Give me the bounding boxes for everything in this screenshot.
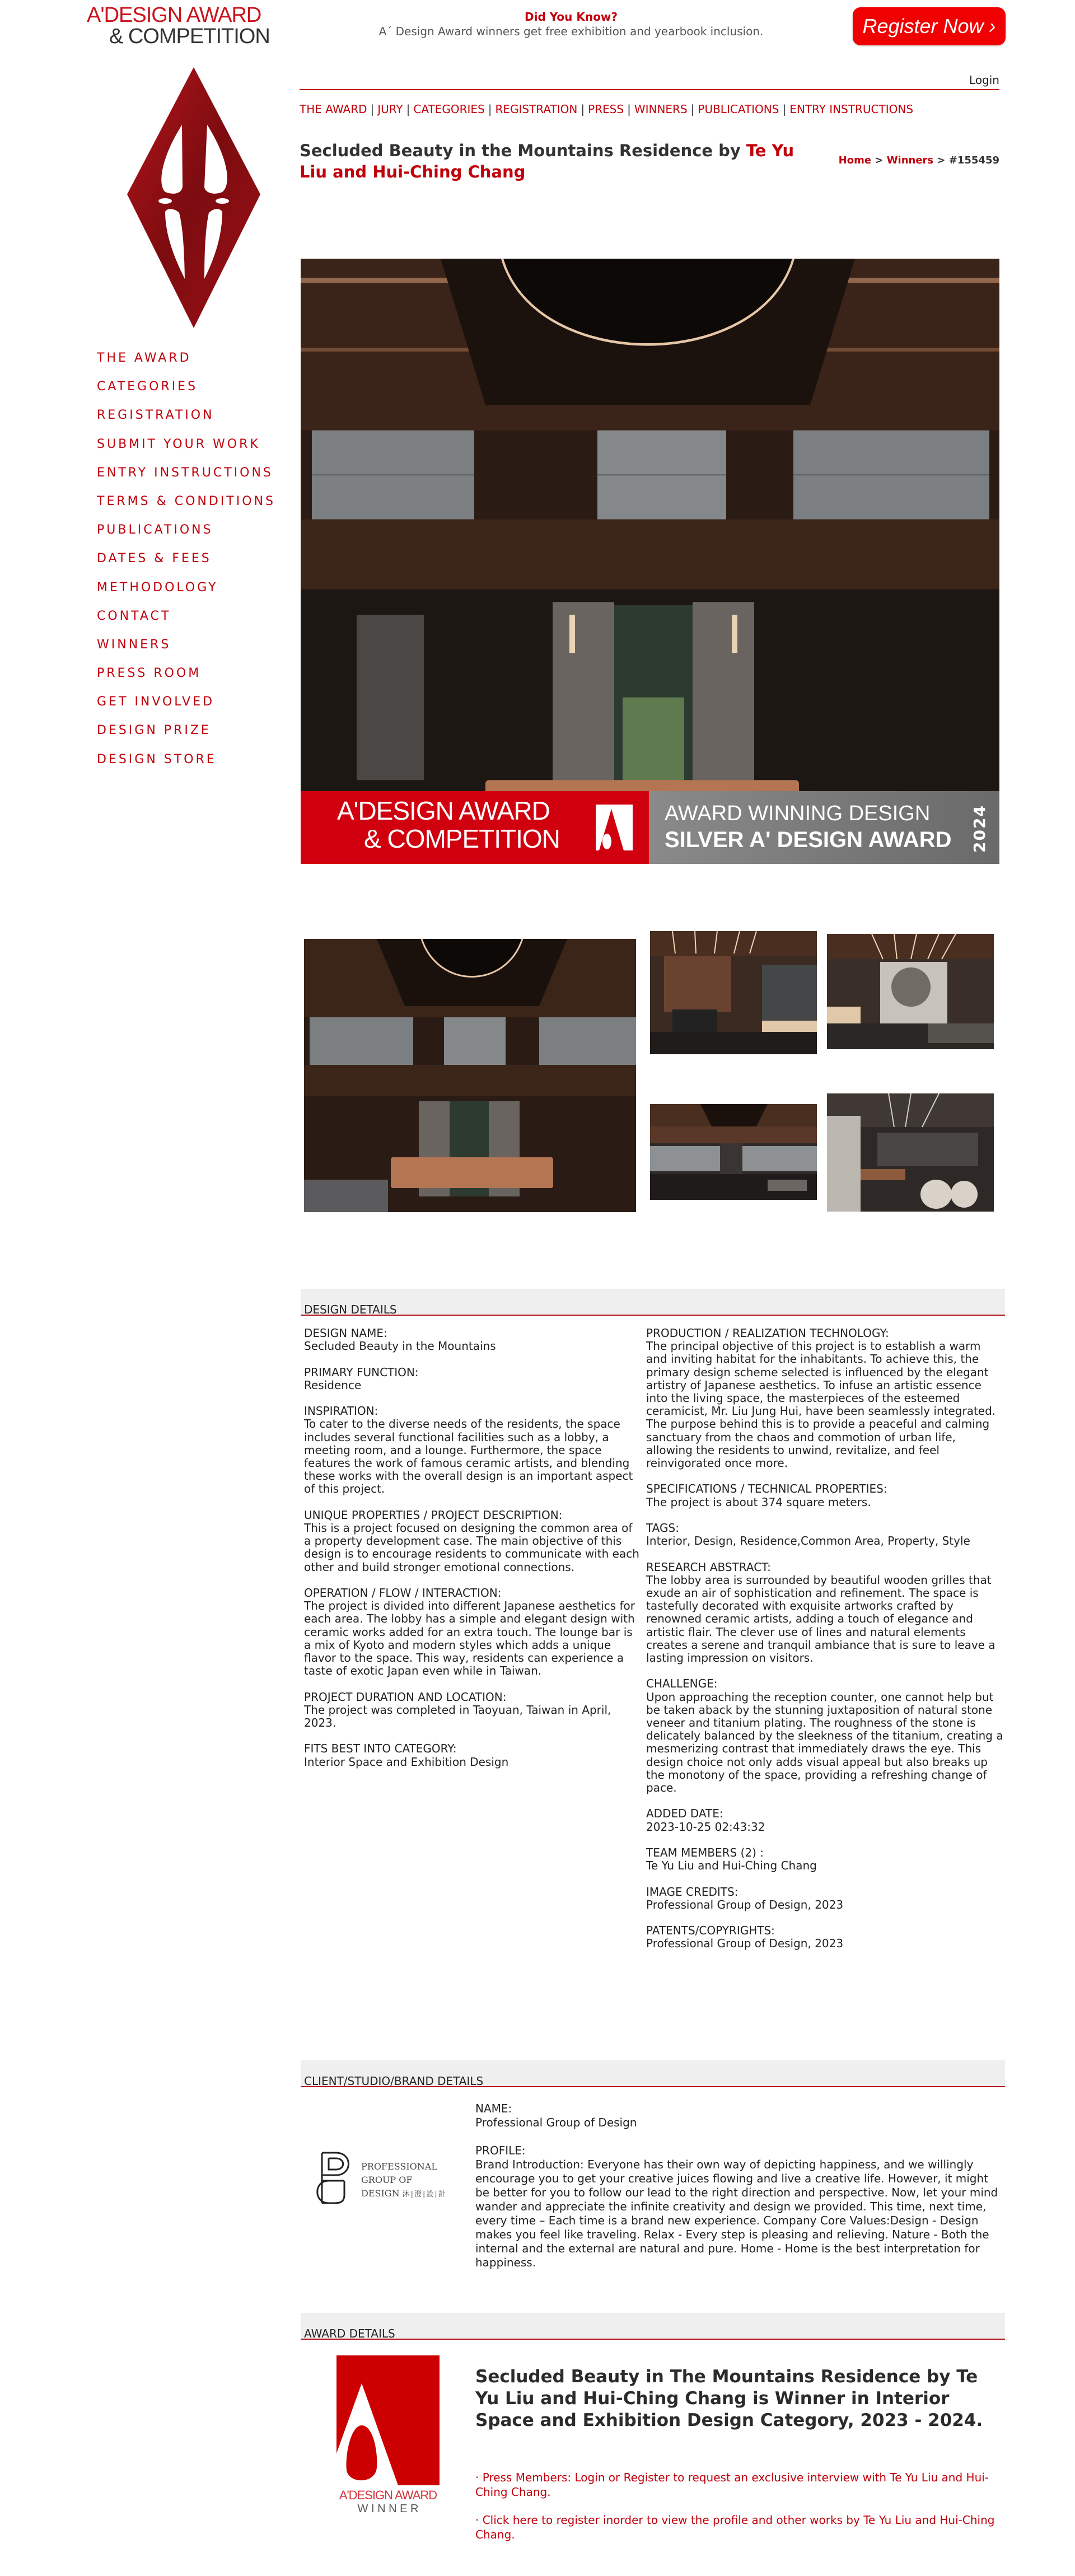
detail-label: IMAGE CREDITS: (646, 1885, 739, 1899)
banner-award-year: 2024 (970, 805, 989, 853)
detail-label: PRIMARY FUNCTION: (304, 1365, 419, 1379)
detail-label: UNIQUE PROPERTIES / PROJECT DESCRIPTION: (304, 1508, 563, 1522)
detail-label: FITS BEST INTO CATEGORY: (304, 1742, 457, 1756)
banner-logo-line2: & COMPETITION (364, 824, 560, 853)
detail-patents (646, 1924, 1004, 1950)
award-logo-line2: W I N N E R (357, 2503, 419, 2515)
detail-value: 2023-10-25 02:43:32 (646, 1820, 765, 1834)
page-title-main: Secluded Beauty in the Mountains Residence by (300, 141, 746, 160)
detail-label: DESIGN NAME: (304, 1326, 387, 1340)
nav-separator: | (488, 102, 492, 116)
nav-separator: | (406, 102, 410, 116)
hero-design-photo[interactable] (301, 259, 999, 863)
detail-value: Secluded Beauty in the Mountains (304, 1339, 496, 1353)
detail-production-technology (646, 1327, 1004, 1470)
top-nav-categories[interactable]: CATEGORIES (413, 102, 485, 116)
a-design-logo-icon (596, 805, 633, 850)
login-link[interactable]: Login (969, 73, 999, 87)
gallery-thumbnail[interactable] (827, 934, 994, 1049)
gallery-thumbnail[interactable] (650, 931, 817, 1054)
top-nav-winners[interactable]: WINNERS (634, 102, 688, 116)
top-nav-publications[interactable]: PUBLICATIONS (698, 102, 779, 116)
detail-label: ADDED DATE: (646, 1807, 723, 1821)
banner-award-panel (649, 791, 999, 864)
gallery-thumbnail[interactable] (650, 1104, 817, 1200)
sidebar-item-submit-your-work[interactable]: SUBMIT YOUR WORK (97, 437, 260, 451)
breadcrumb-separator: > (933, 155, 949, 166)
nav-separator: | (782, 102, 787, 116)
detail-label: RESEARCH ABSTRACT: (646, 1560, 771, 1574)
nav-separator: | (627, 102, 631, 116)
detail-value: Interior Space and Exhibition Design (304, 1755, 509, 1769)
award-winner-banner (301, 791, 999, 864)
breadcrumb-winners[interactable]: Winners (886, 155, 934, 166)
detail-value: Professional Group of Design, 2023 (646, 1897, 844, 1911)
detail-value: This is a project focused on designing the common area of a property development case. The main objective of this design is to encourage residents to communicate with each other and build stronger emotional connections. (304, 1521, 639, 1574)
detail-added-date (646, 1807, 1004, 1833)
breadcrumb-separator: > (871, 155, 887, 166)
sidebar-item-contact[interactable]: CONTACT (97, 609, 171, 623)
award-winner-logo (336, 2355, 440, 2516)
award-links (475, 2470, 1004, 2542)
did-you-know-title: Did You Know? (525, 10, 618, 24)
sidebar-item-winners[interactable]: WINNERS (97, 637, 171, 652)
gallery-thumbnail[interactable] (827, 1093, 994, 1212)
client-details (475, 2102, 1004, 2270)
sidebar-item-the-award[interactable]: THE AWARD (97, 351, 191, 365)
sidebar-item-design-store[interactable]: DESIGN STORE (97, 752, 217, 766)
detail-value: Interior, Design, Residence,Common Area, Property, Style (646, 1534, 970, 1548)
detail-value: The project is about 374 square meters. (646, 1495, 871, 1509)
sidebar-item-categories[interactable]: CATEGORIES (97, 380, 198, 394)
header-divider (300, 89, 999, 90)
register-now-button[interactable]: Register Now › (853, 7, 1006, 45)
detail-category (304, 1742, 640, 1768)
detail-tags (646, 1522, 1004, 1548)
design-details-right-column (646, 1327, 1004, 1963)
nav-separator: | (370, 102, 375, 116)
brand-logo-line1: A'DESIGN AWARD (87, 3, 261, 27)
sidebar-item-methodology[interactable]: METHODOLOGY (97, 580, 218, 595)
detail-label: SPECIFICATIONS / TECHNICAL PROPERTIES: (646, 1482, 887, 1496)
design-details-header: DESIGN DETAILS (301, 1289, 1005, 1316)
sidebar-item-entry-instructions[interactable]: ENTRY INSTRUCTIONS (97, 465, 273, 480)
client-logo-mark-icon (311, 2150, 356, 2206)
client-logo-line3: DESIGN (361, 2188, 400, 2199)
sidebar-item-dates-fees[interactable]: DATES & FEES (97, 551, 212, 566)
top-nav-registration[interactable]: REGISTRATION (495, 102, 578, 116)
award-details-header: AWARD DETAILS (301, 2313, 1005, 2340)
top-nav-press[interactable]: PRESS (588, 102, 624, 116)
did-you-know-banner (358, 10, 784, 38)
detail-challenge (646, 1677, 1004, 1794)
detail-label: PATENTS/COPYRIGHTS: (646, 1924, 775, 1938)
top-nav-entry-instructions[interactable]: ENTRY INSTRUCTIONS (789, 102, 914, 116)
detail-research-abstract (646, 1561, 1004, 1665)
sidebar-nav (97, 352, 275, 782)
detail-label: TAGS: (646, 1521, 679, 1535)
client-name-value: Professional Group of Design (475, 2116, 637, 2129)
award-trophy-logo-icon[interactable] (126, 66, 261, 329)
client-profile-label: PROFILE: (475, 2144, 526, 2157)
brand-logo-line2: & COMPETITION (109, 25, 270, 48)
detail-value: Professional Group of Design, 2023 (646, 1937, 844, 1951)
breadcrumb-current-id: #155459 (948, 155, 999, 166)
sidebar-item-terms-conditions[interactable]: TERMS & CONDITIONS (97, 494, 275, 508)
breadcrumb (839, 155, 999, 166)
client-name-label: NAME: (475, 2102, 512, 2115)
register-view-profile-link[interactable]: · Click here to register inorder to view the profile and other works by Te Yu Liu and Hui-Ching Chang. (475, 2513, 995, 2541)
nav-separator: | (581, 102, 585, 116)
page-title-author-link[interactable]: Te Yu Liu and Hui-Ching Chang (300, 141, 794, 181)
detail-value: The project is divided into different Japanese aesthetics for each area. The lobby has a simple and elegant design with ceramic works added for an extra touch. The lounge bar is a mix of Kyoto and modern styles which adds a unique flavor to the space. This way, residents can experience a taste of exotic Japan even while in Taiwan. (304, 1599, 635, 1678)
detail-label: PRODUCTION / REALIZATION TECHNOLOGY: (646, 1326, 889, 1340)
brand-logo[interactable] (87, 4, 286, 49)
client-details-header: CLIENT/STUDIO/BRAND DETAILS (301, 2060, 1005, 2087)
client-logo-cjk: 沐|澄|設|計 (402, 2190, 447, 2199)
breadcrumb-home[interactable]: Home (838, 155, 872, 166)
detail-specifications (646, 1483, 1004, 1508)
sidebar-item-press-room[interactable]: PRESS ROOM (97, 666, 202, 681)
detail-value: Residence (304, 1378, 362, 1392)
detail-primary-function (304, 1366, 640, 1392)
a-design-award-logo-icon (336, 2355, 440, 2485)
detail-inspiration (304, 1405, 640, 1495)
detail-label: PROJECT DURATION AND LOCATION: (304, 1690, 507, 1704)
sidebar-item-publications[interactable]: PUBLICATIONS (97, 523, 213, 537)
banner-award-label: AWARD WINNING DESIGN (665, 802, 931, 825)
sidebar-item-design-prize[interactable]: DESIGN PRIZE (97, 723, 211, 738)
detail-design-name (304, 1327, 640, 1353)
top-nav-jury[interactable]: JURY (377, 102, 403, 116)
award-headline: Secluded Beauty in The Mountains Residence by Te Yu Liu and Hui-Ching Chang is Winner in Interior Space and Exhibition Design Category, 2023 - 2024. (475, 2367, 983, 2430)
detail-label: OPERATION / FLOW / INTERACTION: (304, 1586, 502, 1600)
detail-value: The lobby area is surrounded by beautiful wooden grilles that exude an air of sophistication and refinement. The space is tastefully decorated with exquisite artworks crafted by renowned ceramic artists, adding a touch of elegance and artistic flair. The clever use of lines and natural elements creates a serene and tranquil ambiance that is sure to leave a lasting impression on visitors. (646, 1573, 995, 1665)
detail-label: INSPIRATION: (304, 1404, 378, 1418)
banner-award-level: SILVER A' DESIGN AWARD (665, 828, 952, 852)
did-you-know-text: A´ Design Award winners get free exhibition and yearbook inclusion. (378, 25, 764, 38)
banner-logo-panel (301, 791, 649, 864)
detail-label: CHALLENGE: (646, 1677, 718, 1691)
client-logo-text (361, 2160, 447, 2201)
detail-value: To cater to the diverse needs of the residents, the space includes several functional facilities such as a lobby, a meeting room, and a lounge. Furthermore, the space features the work of famous ceramic artists, and blending these works with the overall design is an important aspect of this project. (304, 1417, 633, 1496)
award-logo-line1: A'DESIGN AWARD (339, 2488, 437, 2502)
detail-value: Te Yu Liu and Hui-Ching Chang (646, 1859, 817, 1873)
press-interview-link[interactable]: · Press Members: Login or Register to request an exclusive interview with Te Yu Liu and Hui-Ching Chang. (475, 2471, 989, 2499)
banner-logo-line1: A'DESIGN AWARD (337, 796, 550, 825)
top-nav (300, 102, 913, 116)
sidebar-item-registration[interactable]: REGISTRATION (97, 408, 214, 423)
detail-value: The project was completed in Taoyuan, Taiwan in April, 2023. (304, 1703, 611, 1730)
detail-unique-properties (304, 1509, 640, 1574)
client-logo-line1: PROFESSIONAL (361, 2161, 437, 2172)
client-logo[interactable] (311, 2150, 465, 2212)
nav-separator: | (690, 102, 695, 116)
detail-value: The principal objective of this project is to establish a warm and inviting habitat for the inhabitants. To achieve this, the primary design scheme selected is influenced by the elegant artistry of Japanese aesthetics. To infuse an artistic essence into the living space, the masterpieces of the esteemed ceramicist, Mr. Liu Jung Hui, have been seamlessly integrated. The purpose behind this is to provide a peaceful and calming sanctuary from the chaos and commotion of urban life, allowing the residents to unwind, revitalize, and feel reinvigorated once more. (646, 1339, 996, 1470)
detail-team-members (646, 1846, 1004, 1872)
top-nav-the-award[interactable]: THE AWARD (300, 102, 367, 116)
detail-duration-location (304, 1691, 640, 1730)
gallery-thumbnail[interactable] (304, 939, 636, 1212)
page-title (300, 140, 815, 183)
detail-label: TEAM MEMBERS (2) : (646, 1846, 764, 1860)
detail-image-credits (646, 1886, 1004, 1911)
client-profile-value: Brand Introduction: Everyone has their own way of depicting happiness, and we willingly encourage you to get your creative juices flowing and live a creative life. However, it might be better for you to follow our lead to the right direction and perspective. Now, let your mind wander and appreciate the infinite creativity and design we provided. This time, next time, every time – Each time is a brand new experience. Company Core Values:Design - Design makes you feel like traveling. Relax - Every step is pleasing and relieving. Nature - Both the internal and the external are natural and pure. Home - Home is the best interpretation for happiness. (475, 2158, 998, 2269)
detail-value: Upon approaching the reception counter, one cannot help but be taken aback by the stunning juxtaposition of natural stone veneer and titanium plating. The roughness of the stone is delicately balanced by the sleekness of the titanium, creating a mesmerizing contrast that immediately draws the eye. This design choice not only adds visual appeal but also breaks up the monotony of the space, providing a refreshing change of pace. (646, 1690, 1003, 1795)
client-logo-line2: GROUP OF (361, 2175, 413, 2185)
detail-operation-flow (304, 1587, 640, 1677)
sidebar-item-get-involved[interactable]: GET INVOLVED (97, 695, 215, 709)
design-details-left-column (304, 1327, 640, 1782)
